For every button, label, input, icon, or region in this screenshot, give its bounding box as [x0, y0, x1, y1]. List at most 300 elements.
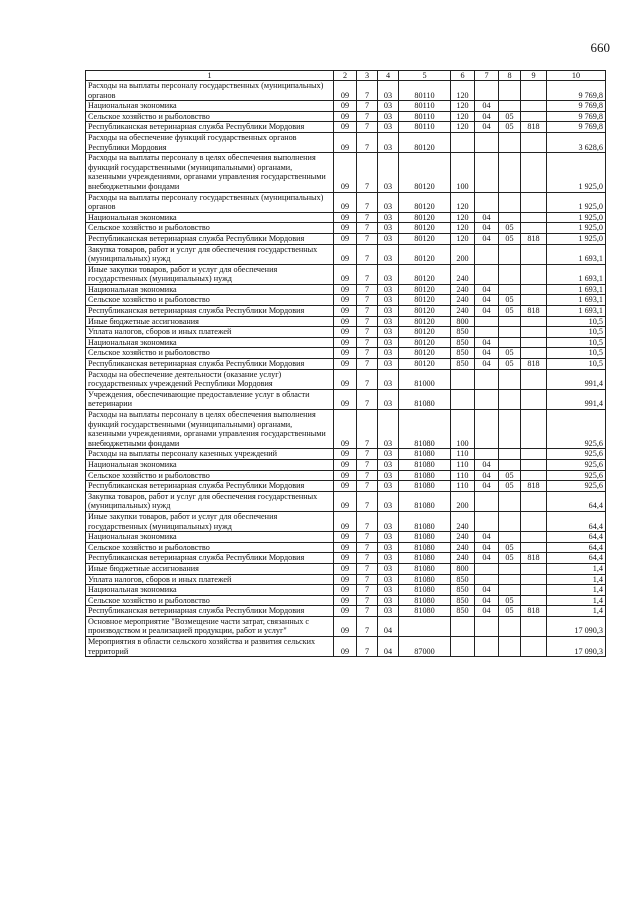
amount-cell: 925,6 — [547, 410, 606, 449]
table-row — [86, 637, 606, 657]
amount-cell: 3 628,6 — [547, 132, 606, 152]
column-header-7: 7 — [475, 71, 499, 81]
code-4-cell: 03 — [378, 192, 399, 212]
code-5-cell: 80120 — [399, 244, 451, 264]
code-2-cell: 09 — [334, 212, 357, 223]
code-4-cell: 03 — [378, 233, 399, 244]
code-7-cell: 04 — [475, 337, 499, 348]
code-8-cell — [499, 459, 521, 470]
code-6-cell: 800 — [451, 316, 475, 327]
code-9-cell — [521, 470, 547, 481]
code-7-cell — [475, 132, 499, 152]
code-2-cell: 09 — [334, 306, 357, 317]
code-2-cell: 09 — [334, 553, 357, 564]
code-3-cell: 7 — [357, 369, 378, 389]
code-5-cell: 80120 — [399, 212, 451, 223]
table-row — [86, 563, 606, 574]
code-4-cell: 03 — [378, 542, 399, 553]
code-4-cell: 03 — [378, 223, 399, 234]
code-4-cell: 03 — [378, 327, 399, 338]
code-3-cell: 7 — [357, 223, 378, 234]
code-2-cell: 09 — [334, 595, 357, 606]
code-3-cell: 7 — [357, 337, 378, 348]
column-header-4: 4 — [378, 71, 399, 81]
code-7-cell — [475, 449, 499, 460]
item-name-cell: Республиканская ветеринарная служба Республики Мордовия — [86, 233, 334, 244]
code-8-cell: 05 — [499, 233, 521, 244]
code-5-cell: 81080 — [399, 491, 451, 511]
code-8-cell: 05 — [499, 295, 521, 306]
amount-cell: 1,4 — [547, 574, 606, 585]
code-5-cell: 81080 — [399, 511, 451, 531]
amount-cell: 1 693,1 — [547, 284, 606, 295]
code-6-cell: 120 — [451, 192, 475, 212]
code-5-cell: 80120 — [399, 192, 451, 212]
code-3-cell: 7 — [357, 470, 378, 481]
table-row — [86, 212, 606, 223]
item-name-cell: Расходы на выплаты персоналу в целях обеспечения выполнения функций государственными (муниципальными) органами, казенными учреждениями, органами управления государственными внебюджетными фондами — [86, 153, 334, 192]
code-6-cell: 850 — [451, 585, 475, 596]
item-name-cell: Закупка товаров, работ и услуг для обеспечения государственных (муниципальных) нужд — [86, 491, 334, 511]
code-3-cell: 7 — [357, 389, 378, 409]
code-6-cell: 110 — [451, 481, 475, 492]
code-3-cell: 7 — [357, 316, 378, 327]
code-2-cell: 09 — [334, 449, 357, 460]
item-name-cell: Национальная экономика — [86, 532, 334, 543]
code-8-cell — [499, 316, 521, 327]
amount-cell: 64,4 — [547, 542, 606, 553]
item-name-cell: Республиканская ветеринарная служба Республики Мордовия — [86, 481, 334, 492]
code-2-cell: 09 — [334, 491, 357, 511]
code-5-cell: 81080 — [399, 459, 451, 470]
code-9-cell — [521, 563, 547, 574]
code-8-cell — [499, 337, 521, 348]
table-row — [86, 369, 606, 389]
code-2-cell: 09 — [334, 348, 357, 359]
code-6-cell: 120 — [451, 122, 475, 133]
amount-cell: 1 693,1 — [547, 295, 606, 306]
code-5-cell: 80120 — [399, 327, 451, 338]
code-8-cell: 05 — [499, 306, 521, 317]
amount-cell: 925,6 — [547, 470, 606, 481]
item-name-cell: Иные закупки товаров, работ и услуг для обеспечения государственных (муниципальных) нужд — [86, 511, 334, 531]
item-name-cell: Уплата налогов, сборов и иных платежей — [86, 574, 334, 585]
code-7-cell — [475, 316, 499, 327]
table-row — [86, 348, 606, 359]
code-3-cell: 7 — [357, 606, 378, 617]
code-9-cell — [521, 637, 547, 657]
code-5-cell: 87000 — [399, 637, 451, 657]
code-7-cell: 04 — [475, 101, 499, 112]
code-5-cell: 81080 — [399, 481, 451, 492]
code-5-cell: 80120 — [399, 337, 451, 348]
code-8-cell: 05 — [499, 122, 521, 133]
code-9-cell — [521, 574, 547, 585]
table-row — [86, 337, 606, 348]
code-7-cell: 04 — [475, 111, 499, 122]
code-4-cell: 03 — [378, 481, 399, 492]
code-9-cell — [521, 192, 547, 212]
code-4-cell: 03 — [378, 153, 399, 192]
code-7-cell — [475, 369, 499, 389]
code-8-cell: 05 — [499, 348, 521, 359]
code-6-cell: 850 — [451, 348, 475, 359]
code-2-cell: 09 — [334, 410, 357, 449]
item-name-cell: Национальная экономика — [86, 337, 334, 348]
code-3-cell: 7 — [357, 244, 378, 264]
amount-cell: 10,5 — [547, 327, 606, 338]
code-6-cell: 120 — [451, 81, 475, 101]
code-8-cell: 05 — [499, 553, 521, 564]
item-name-cell: Иные бюджетные ассигнования — [86, 316, 334, 327]
column-header-2: 2 — [334, 71, 357, 81]
code-5-cell: 80120 — [399, 132, 451, 152]
table-row — [86, 553, 606, 564]
code-7-cell: 04 — [475, 306, 499, 317]
item-name-cell: Мероприятия в области сельского хозяйства и развития сельских территорий — [86, 637, 334, 657]
amount-cell: 10,5 — [547, 348, 606, 359]
amount-cell: 1 925,0 — [547, 233, 606, 244]
code-5-cell: 80120 — [399, 223, 451, 234]
item-name-cell: Сельское хозяйство и рыболовство — [86, 111, 334, 122]
code-6-cell: 120 — [451, 212, 475, 223]
code-6-cell — [451, 369, 475, 389]
code-9-cell — [521, 223, 547, 234]
code-8-cell: 05 — [499, 481, 521, 492]
code-3-cell: 7 — [357, 574, 378, 585]
code-5-cell: 80120 — [399, 295, 451, 306]
code-9-cell — [521, 459, 547, 470]
code-6-cell: 850 — [451, 327, 475, 338]
code-4-cell: 03 — [378, 295, 399, 306]
column-header-9: 9 — [521, 71, 547, 81]
code-4-cell: 03 — [378, 369, 399, 389]
item-name-cell: Расходы на выплаты персоналу государственных (муниципальных) органов — [86, 81, 334, 101]
code-3-cell: 7 — [357, 295, 378, 306]
item-name-cell: Национальная экономика — [86, 284, 334, 295]
code-2-cell: 09 — [334, 369, 357, 389]
code-2-cell: 09 — [334, 295, 357, 306]
table-row — [86, 101, 606, 112]
code-9-cell — [521, 132, 547, 152]
code-8-cell: 05 — [499, 595, 521, 606]
code-2-cell: 09 — [334, 359, 357, 370]
code-4-cell: 03 — [378, 132, 399, 152]
code-6-cell — [451, 389, 475, 409]
code-9-cell — [521, 511, 547, 531]
code-4-cell: 03 — [378, 606, 399, 617]
code-3-cell: 7 — [357, 348, 378, 359]
budget-table — [85, 70, 606, 657]
column-header-1: 1 — [86, 71, 334, 81]
code-4-cell: 03 — [378, 306, 399, 317]
amount-cell: 1,4 — [547, 563, 606, 574]
table-row — [86, 284, 606, 295]
code-6-cell: 800 — [451, 563, 475, 574]
amount-cell: 64,4 — [547, 532, 606, 543]
amount-cell: 1 693,1 — [547, 306, 606, 317]
code-4-cell: 03 — [378, 563, 399, 574]
amount-cell: 1 925,0 — [547, 223, 606, 234]
code-7-cell: 04 — [475, 481, 499, 492]
item-name-cell: Расходы на выплаты персоналу казенных учреждений — [86, 449, 334, 460]
table-row — [86, 306, 606, 317]
code-7-cell: 04 — [475, 359, 499, 370]
code-2-cell: 09 — [334, 563, 357, 574]
code-8-cell: 05 — [499, 223, 521, 234]
code-3-cell: 7 — [357, 264, 378, 284]
code-4-cell: 03 — [378, 122, 399, 133]
code-6-cell: 240 — [451, 511, 475, 531]
code-8-cell — [499, 132, 521, 152]
code-6-cell: 850 — [451, 595, 475, 606]
item-name-cell: Расходы на обеспечение деятельности (оказание услуг) государственных учреждений Республики Мордовия — [86, 369, 334, 389]
code-8-cell — [499, 491, 521, 511]
item-name-cell: Сельское хозяйство и рыболовство — [86, 542, 334, 553]
code-9-cell — [521, 449, 547, 460]
code-6-cell — [451, 132, 475, 152]
code-5-cell: 81080 — [399, 542, 451, 553]
item-name-cell: Основное мероприятие "Возмещение части затрат, связанных с производством и реализацией продукции, работ и услуг" — [86, 616, 334, 636]
code-4-cell: 03 — [378, 574, 399, 585]
item-name-cell: Сельское хозяйство и рыболовство — [86, 470, 334, 481]
item-name-cell: Республиканская ветеринарная служба Республики Мордовия — [86, 306, 334, 317]
amount-cell: 1 693,1 — [547, 264, 606, 284]
code-3-cell: 7 — [357, 122, 378, 133]
code-5-cell: 81080 — [399, 389, 451, 409]
code-9-cell: 818 — [521, 122, 547, 133]
code-4-cell: 03 — [378, 532, 399, 543]
code-9-cell: 818 — [521, 233, 547, 244]
code-7-cell: 04 — [475, 595, 499, 606]
code-2-cell: 09 — [334, 470, 357, 481]
table-row — [86, 244, 606, 264]
code-4-cell: 03 — [378, 111, 399, 122]
code-3-cell: 7 — [357, 616, 378, 636]
code-6-cell: 100 — [451, 410, 475, 449]
code-4-cell: 03 — [378, 470, 399, 481]
code-3-cell: 7 — [357, 153, 378, 192]
column-header-6: 6 — [451, 71, 475, 81]
table-row — [86, 606, 606, 617]
table-row — [86, 223, 606, 234]
code-8-cell — [499, 449, 521, 460]
code-7-cell: 04 — [475, 459, 499, 470]
code-6-cell: 120 — [451, 223, 475, 234]
amount-cell: 10,5 — [547, 316, 606, 327]
table-row — [86, 481, 606, 492]
code-7-cell: 04 — [475, 585, 499, 596]
table-row — [86, 491, 606, 511]
code-4-cell: 03 — [378, 553, 399, 564]
code-3-cell: 7 — [357, 491, 378, 511]
code-8-cell — [499, 369, 521, 389]
code-6-cell: 240 — [451, 553, 475, 564]
amount-cell: 991,4 — [547, 369, 606, 389]
code-2-cell: 09 — [334, 542, 357, 553]
amount-cell: 1,4 — [547, 606, 606, 617]
code-4-cell: 03 — [378, 101, 399, 112]
code-6-cell: 110 — [451, 449, 475, 460]
code-9-cell — [521, 595, 547, 606]
code-3-cell: 7 — [357, 511, 378, 531]
code-9-cell — [521, 585, 547, 596]
code-7-cell — [475, 637, 499, 657]
code-5-cell: 81080 — [399, 606, 451, 617]
table-row — [86, 470, 606, 481]
item-name-cell: Уплата налогов, сборов и иных платежей — [86, 327, 334, 338]
table-row — [86, 192, 606, 212]
code-9-cell: 818 — [521, 359, 547, 370]
code-8-cell: 05 — [499, 111, 521, 122]
code-8-cell — [499, 153, 521, 192]
code-5-cell: 81080 — [399, 574, 451, 585]
code-9-cell — [521, 348, 547, 359]
table-row — [86, 542, 606, 553]
code-9-cell — [521, 532, 547, 543]
code-5-cell: 80120 — [399, 284, 451, 295]
code-7-cell: 04 — [475, 122, 499, 133]
code-3-cell: 7 — [357, 81, 378, 101]
code-2-cell: 09 — [334, 284, 357, 295]
amount-cell: 10,5 — [547, 337, 606, 348]
code-7-cell: 04 — [475, 470, 499, 481]
code-2-cell: 09 — [334, 459, 357, 470]
code-8-cell — [499, 192, 521, 212]
amount-cell: 17 090,3 — [547, 637, 606, 657]
code-5-cell: 80120 — [399, 359, 451, 370]
code-4-cell: 03 — [378, 244, 399, 264]
item-name-cell: Республиканская ветеринарная служба Республики Мордовия — [86, 606, 334, 617]
code-8-cell — [499, 264, 521, 284]
code-6-cell: 100 — [451, 153, 475, 192]
table-row — [86, 511, 606, 531]
code-7-cell: 04 — [475, 348, 499, 359]
code-3-cell: 7 — [357, 306, 378, 317]
code-4-cell: 03 — [378, 511, 399, 531]
code-9-cell — [521, 542, 547, 553]
item-name-cell: Иные бюджетные ассигнования — [86, 563, 334, 574]
code-5-cell: 80110 — [399, 111, 451, 122]
code-7-cell: 04 — [475, 233, 499, 244]
code-4-cell: 03 — [378, 337, 399, 348]
amount-cell: 925,6 — [547, 449, 606, 460]
code-9-cell — [521, 337, 547, 348]
code-5-cell: 81080 — [399, 410, 451, 449]
table-row — [86, 585, 606, 596]
code-4-cell: 03 — [378, 264, 399, 284]
table-row — [86, 574, 606, 585]
code-7-cell — [475, 244, 499, 264]
code-7-cell — [475, 511, 499, 531]
code-9-cell — [521, 616, 547, 636]
code-7-cell — [475, 153, 499, 192]
code-4-cell: 03 — [378, 459, 399, 470]
code-3-cell: 7 — [357, 532, 378, 543]
code-3-cell: 7 — [357, 111, 378, 122]
code-9-cell — [521, 369, 547, 389]
code-6-cell — [451, 616, 475, 636]
table-row — [86, 316, 606, 327]
table-row — [86, 233, 606, 244]
amount-cell: 1 925,0 — [547, 212, 606, 223]
item-name-cell: Расходы на обеспечение функций государственных органов Республики Мордовия — [86, 132, 334, 152]
code-2-cell: 09 — [334, 132, 357, 152]
code-2-cell: 09 — [334, 606, 357, 617]
code-9-cell — [521, 295, 547, 306]
code-6-cell: 240 — [451, 264, 475, 284]
code-3-cell: 7 — [357, 542, 378, 553]
code-2-cell: 09 — [334, 389, 357, 409]
code-8-cell — [499, 244, 521, 264]
code-7-cell — [475, 327, 499, 338]
code-2-cell: 09 — [334, 532, 357, 543]
table-row — [86, 153, 606, 192]
code-7-cell: 04 — [475, 223, 499, 234]
code-8-cell — [499, 585, 521, 596]
code-3-cell: 7 — [357, 481, 378, 492]
code-9-cell — [521, 153, 547, 192]
code-2-cell: 09 — [334, 192, 357, 212]
code-9-cell: 818 — [521, 306, 547, 317]
code-3-cell: 7 — [357, 449, 378, 460]
page-number: 660 — [590, 40, 610, 55]
item-name-cell: Национальная экономика — [86, 459, 334, 470]
code-6-cell: 850 — [451, 359, 475, 370]
code-5-cell: 80120 — [399, 233, 451, 244]
column-header-3: 3 — [357, 71, 378, 81]
code-7-cell: 04 — [475, 606, 499, 617]
item-name-cell: Республиканская ветеринарная служба Республики Мордовия — [86, 359, 334, 370]
code-4-cell: 03 — [378, 284, 399, 295]
amount-cell: 991,4 — [547, 389, 606, 409]
code-3-cell: 7 — [357, 410, 378, 449]
code-8-cell — [499, 410, 521, 449]
code-2-cell: 09 — [334, 122, 357, 133]
table-body — [86, 71, 606, 657]
code-9-cell — [521, 410, 547, 449]
code-2-cell: 09 — [334, 223, 357, 234]
code-5-cell: 80120 — [399, 264, 451, 284]
code-7-cell — [475, 491, 499, 511]
code-3-cell: 7 — [357, 233, 378, 244]
code-8-cell — [499, 284, 521, 295]
code-8-cell — [499, 327, 521, 338]
code-7-cell: 04 — [475, 295, 499, 306]
code-4-cell: 04 — [378, 637, 399, 657]
item-name-cell: Республиканская ветеринарная служба Республики Мордовия — [86, 553, 334, 564]
table-row — [86, 532, 606, 543]
table-row — [86, 616, 606, 636]
code-8-cell — [499, 212, 521, 223]
code-4-cell: 03 — [378, 316, 399, 327]
code-2-cell: 09 — [334, 337, 357, 348]
code-7-cell — [475, 81, 499, 101]
code-7-cell: 04 — [475, 212, 499, 223]
code-3-cell: 7 — [357, 192, 378, 212]
code-3-cell: 7 — [357, 459, 378, 470]
table-row — [86, 132, 606, 152]
table-row — [86, 111, 606, 122]
code-5-cell: 81080 — [399, 595, 451, 606]
item-name-cell: Закупка товаров, работ и услуг для обеспечения государственных (муниципальных) нужд — [86, 244, 334, 264]
code-4-cell: 03 — [378, 348, 399, 359]
code-6-cell: 120 — [451, 111, 475, 122]
item-name-cell: Республиканская ветеринарная служба Республики Мордовия — [86, 122, 334, 133]
code-5-cell: 80120 — [399, 153, 451, 192]
code-4-cell: 03 — [378, 595, 399, 606]
code-7-cell: 04 — [475, 553, 499, 564]
